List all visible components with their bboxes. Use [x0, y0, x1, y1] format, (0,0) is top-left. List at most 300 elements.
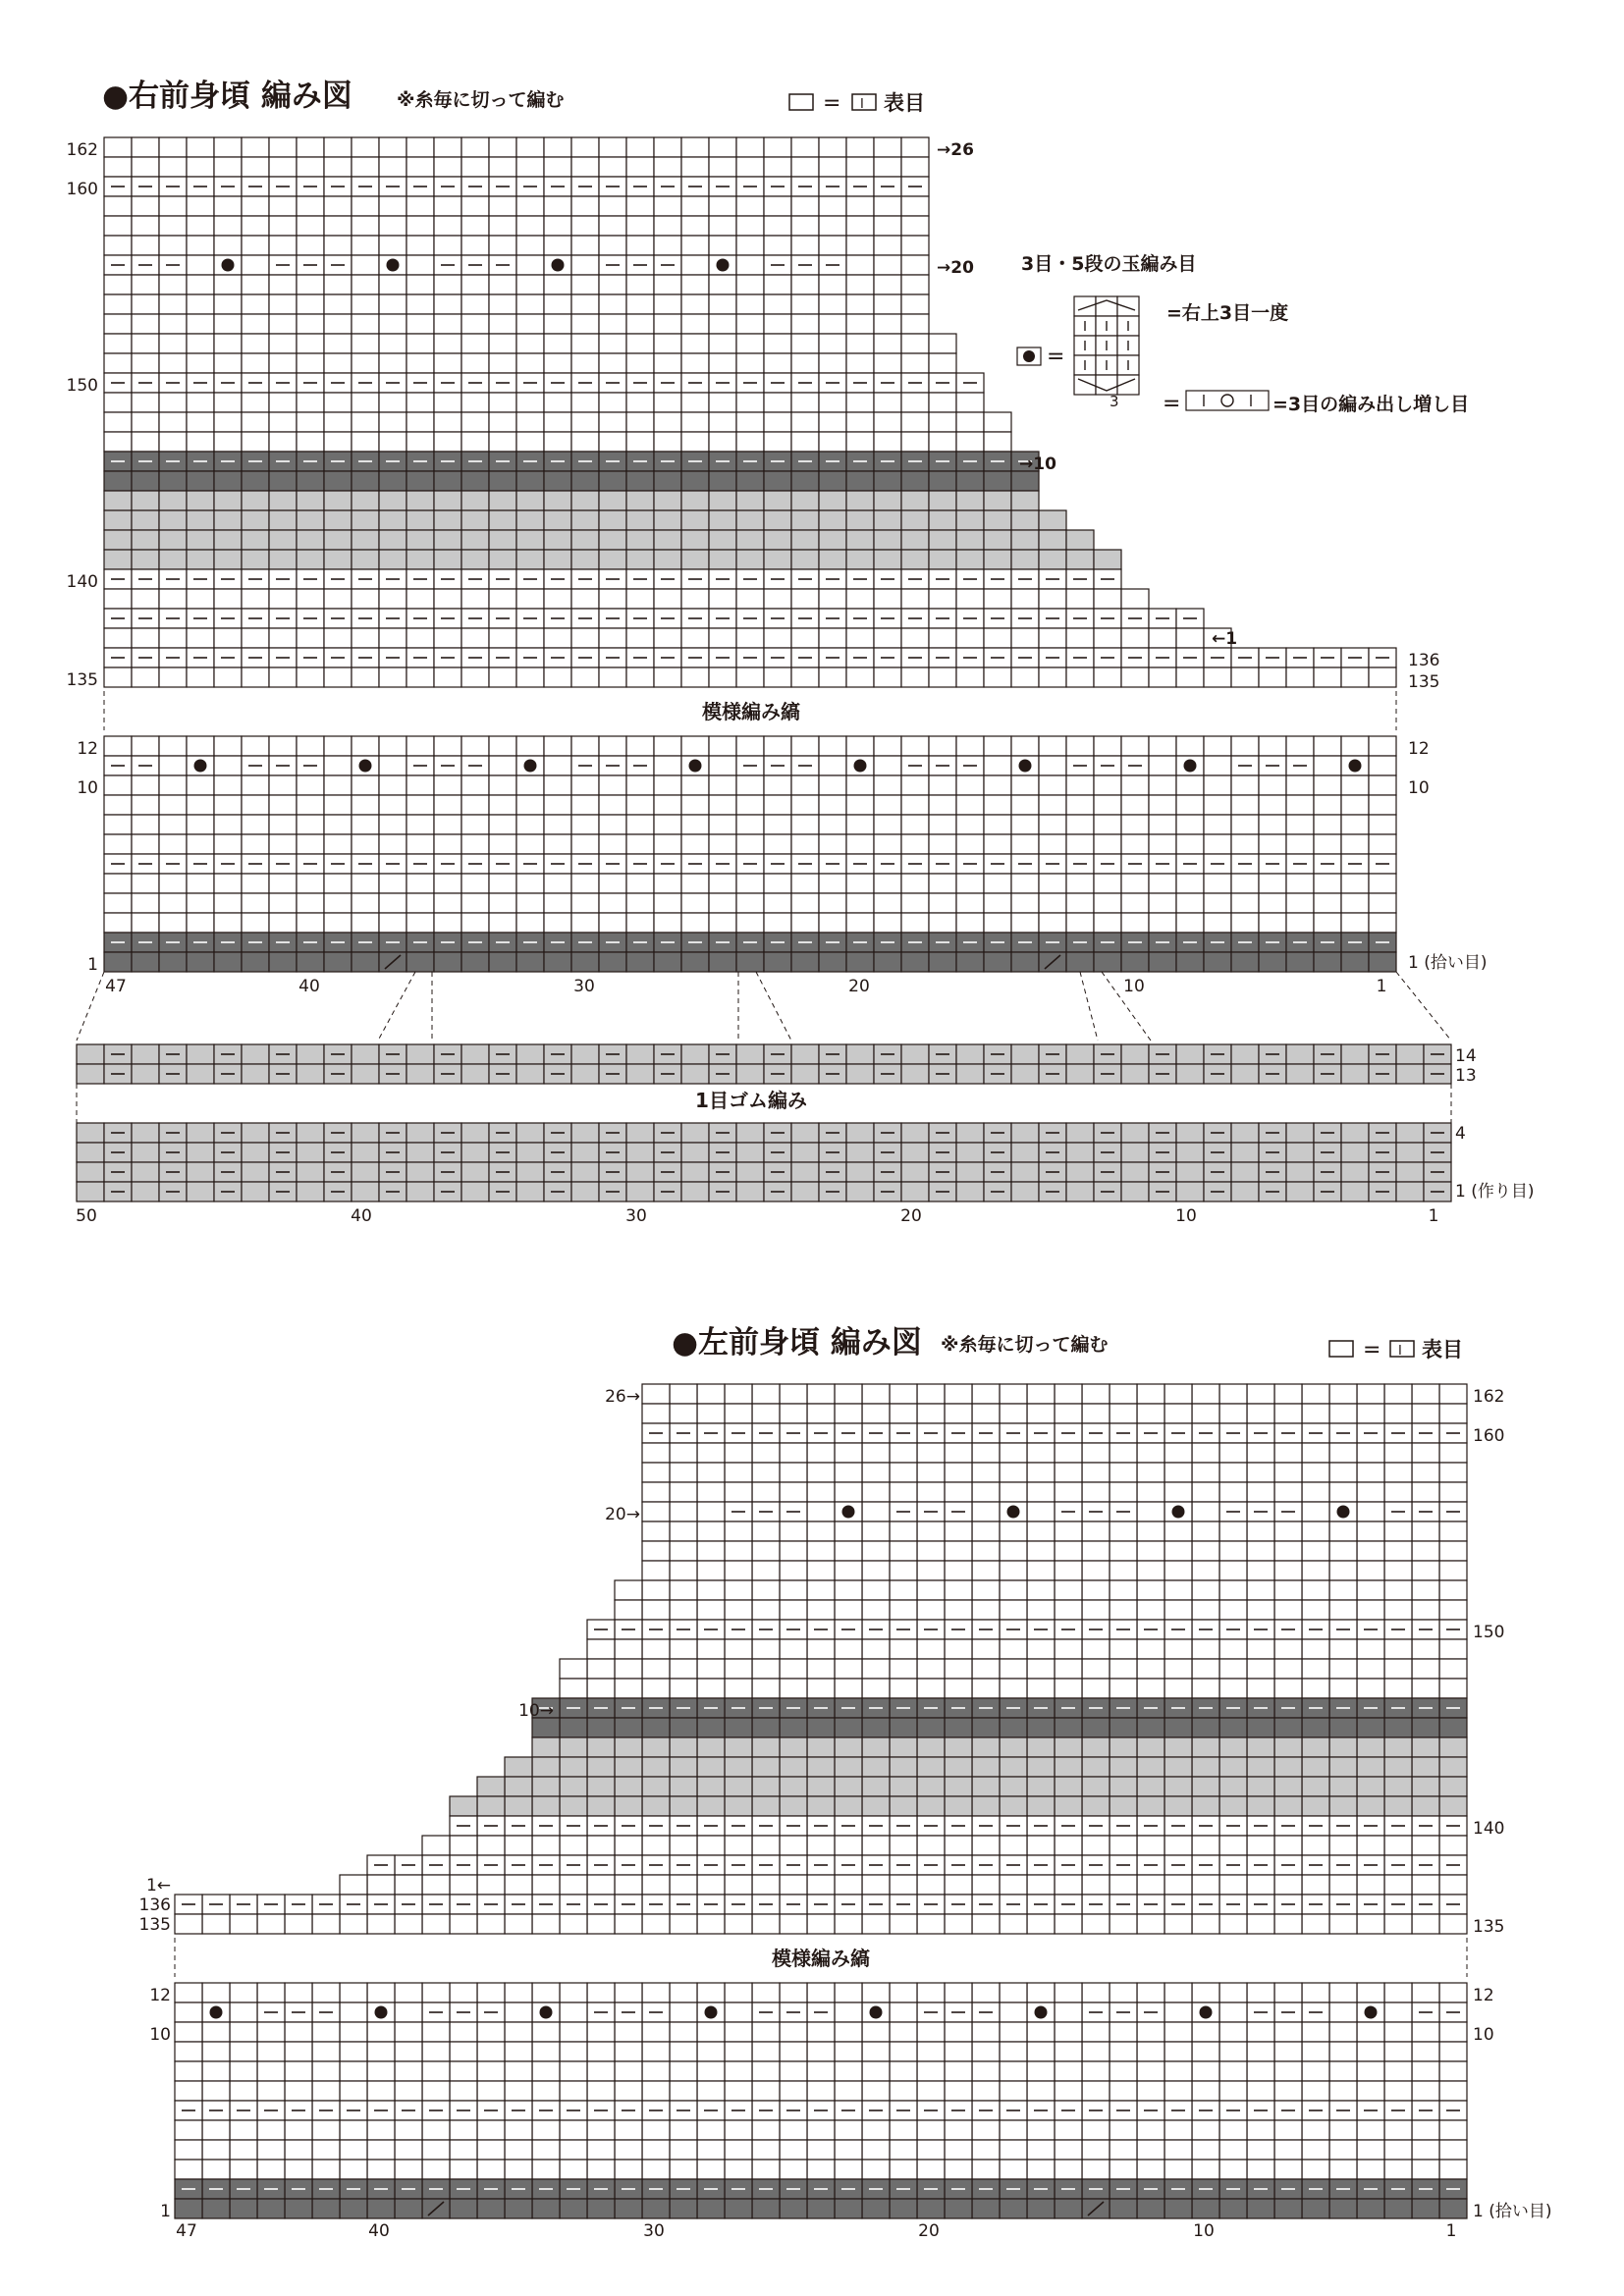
stitch-cell: [1110, 1384, 1137, 1404]
stitch-cell: [1137, 1600, 1164, 1620]
stitch-cell: [791, 1064, 819, 1084]
stitch-cell: [532, 2081, 560, 2101]
rf-row-135-right: 135: [1408, 672, 1440, 692]
stitch-cell: [874, 491, 901, 510]
stitch-cell: [1039, 913, 1066, 933]
stitch-cell: [709, 795, 736, 815]
stitch-cell: [670, 1482, 697, 1502]
stitch-cell: [532, 2061, 560, 2081]
stitch-cell: [1164, 1541, 1192, 1561]
stitch-cell: [379, 491, 406, 510]
stitch-cell: [1011, 834, 1039, 854]
stitch-cell: [1110, 1796, 1137, 1816]
stitch-cell: [367, 1914, 395, 1934]
stitch-cell: [1082, 1600, 1110, 1620]
stitch-cell: [340, 2022, 367, 2042]
stitch-cell: [352, 628, 379, 648]
stitch-cell: [1329, 2140, 1357, 2160]
stitch-cell: [1082, 1875, 1110, 1895]
stitch-cell: [104, 334, 132, 353]
stitch-cell: [175, 2042, 202, 2061]
stitch-cell: [1137, 2140, 1164, 2160]
stitch-cell: [1110, 1561, 1137, 1580]
stitch-cell: [862, 1639, 890, 1659]
stitch-cell: [1259, 834, 1286, 854]
stitch-cell: [780, 1914, 807, 1934]
stitch-cell: [312, 2042, 340, 2061]
stitch-cell: [1412, 2160, 1439, 2179]
stitch-cell: [890, 2199, 917, 2218]
stitch-cell: [681, 236, 709, 255]
stitch-cell: [406, 1123, 434, 1143]
stitch-cell: [187, 236, 214, 255]
stitch-cell: [1439, 1384, 1467, 1404]
stitch-cell: [807, 2022, 835, 2042]
stitch-cell: [1219, 1404, 1247, 1423]
stitch-cell: [1176, 795, 1204, 815]
stitch-cell: [1176, 1123, 1204, 1143]
stitch-cell: [1164, 1777, 1192, 1796]
stitch-cell: [626, 236, 654, 255]
stitch-cell: [406, 589, 434, 609]
stitch-cell: [406, 137, 434, 157]
stitch-cell: [1302, 1561, 1329, 1580]
stitch-cell: [489, 874, 516, 893]
stitch-cell: [230, 2081, 257, 2101]
stitch-cell: [1204, 952, 1231, 972]
stitch-cell: [1121, 1143, 1149, 1162]
stitch-cell: [626, 1123, 654, 1143]
stitch-cell: [1341, 736, 1369, 756]
stitch-cell: [544, 815, 571, 834]
stitch-cell: [132, 795, 159, 815]
stitch-cell: [1341, 667, 1369, 687]
stitch-cell: [1439, 1796, 1467, 1816]
stitch-cell: [532, 1757, 560, 1777]
stitch-cell: [626, 314, 654, 334]
stitch-cell: [862, 1737, 890, 1757]
stitch-cell: [1137, 2022, 1164, 2042]
stitch-cell: [242, 510, 269, 530]
stitch-cell: [819, 795, 846, 815]
stitch-cell: [890, 1522, 917, 1541]
stitch-cell: [1247, 1737, 1274, 1757]
stitch-cell: [230, 2061, 257, 2081]
stitch-cell: [697, 2199, 725, 2218]
stitch-cell: [187, 550, 214, 569]
stitch-cell: [807, 1659, 835, 1679]
stitch-cell: [1384, 1875, 1412, 1895]
stitch-cell: [1439, 2120, 1467, 2140]
stitch-cell: [516, 510, 544, 530]
stitch-cell: [187, 530, 214, 550]
pickup-guide: [77, 972, 104, 1041]
stitch-cell: [709, 952, 736, 972]
stitch-cell: [1219, 2042, 1247, 2061]
stitch-cell: [984, 589, 1011, 609]
stitch-cell: [890, 1914, 917, 1934]
stitch-cell: [736, 1064, 764, 1084]
stitch-cell: [1302, 1541, 1329, 1561]
stitch-cell: [516, 471, 544, 491]
stitch-cell: [1439, 1983, 1467, 2002]
stitch-cell: [1259, 874, 1286, 893]
rib-label: 1目ゴム編み: [695, 1089, 807, 1112]
stitch-cell: [791, 196, 819, 216]
stitch-cell: [571, 628, 599, 648]
stitch-cell: [352, 294, 379, 314]
stitch-cell: [780, 1561, 807, 1580]
stitch-cell: [571, 157, 599, 177]
stitch-cell: [159, 756, 187, 775]
stitch-cell: [1219, 1580, 1247, 1600]
stitch-cell: [159, 667, 187, 687]
stitch-cell: [297, 353, 324, 373]
stitch-cell: [1110, 1541, 1137, 1561]
stitch-cell: [340, 1875, 367, 1895]
stitch-cell: [1274, 1600, 1302, 1620]
stitch-cell: [764, 913, 791, 933]
stitch-cell: [1110, 1404, 1137, 1423]
stitch-cell: [807, 1580, 835, 1600]
stitch-cell: [1121, 795, 1149, 815]
stitch-cell: [214, 952, 242, 972]
stitch-cell: [1082, 1718, 1110, 1737]
stitch-cell: [269, 334, 297, 353]
stitch-cell: [835, 1659, 862, 1679]
stitch-cell: [807, 2199, 835, 2218]
stitch-cell: [681, 353, 709, 373]
stitch-cell: [461, 393, 489, 412]
stitch-cell: [544, 157, 571, 177]
stitch-cell: [1137, 1404, 1164, 1423]
stitch-cell: [297, 736, 324, 756]
stitch-cell: [1412, 2140, 1439, 2160]
stitch-cell: [1000, 1522, 1027, 1541]
stitch-cell: [972, 1502, 1000, 1522]
stitch-cell: [297, 294, 324, 314]
stitch-cell: [352, 893, 379, 913]
stitch-cell: [642, 1718, 670, 1737]
stitch-cell: [324, 834, 352, 854]
stitch-cell: [489, 196, 516, 216]
stitch-cell: [159, 236, 187, 255]
stitch-cell: [670, 1777, 697, 1796]
stitch-cell: [489, 756, 516, 775]
stitch-cell: [202, 2061, 230, 2081]
stitch-cell: [489, 236, 516, 255]
stitch-cell: [242, 736, 269, 756]
stitch-cell: [1396, 1044, 1424, 1064]
stitch-cell: [764, 815, 791, 834]
stitch-cell: [626, 432, 654, 452]
stitch-cell: [544, 736, 571, 756]
stitch-cell: [654, 137, 681, 157]
stitch-cell: [1066, 1044, 1094, 1064]
stitch-cell: [917, 2022, 945, 2042]
stitch-cell: [626, 736, 654, 756]
stitch-cell: [1274, 2140, 1302, 2160]
stitch-cell: [379, 893, 406, 913]
stitch-cell: [599, 510, 626, 530]
stitch-cell: [681, 795, 709, 815]
stitch-cell: [1357, 1983, 1384, 2002]
bobble-dot: [1035, 2006, 1048, 2019]
stitch-cell: [846, 775, 874, 795]
stitch-cell: [1274, 1777, 1302, 1796]
stitch-cell: [461, 137, 489, 157]
stitch-cell: [1412, 1384, 1439, 1404]
stitch-cell: [406, 510, 434, 530]
stitch-cell: [1439, 1482, 1467, 1502]
stitch-cell: [187, 589, 214, 609]
stitch-cell: [516, 815, 544, 834]
stitch-cell: [352, 815, 379, 834]
stitch-cell: [615, 2042, 642, 2061]
stitch-cell: [242, 628, 269, 648]
stitch-cell: [1055, 1580, 1082, 1600]
stitch-cell: [697, 1796, 725, 1816]
stitch-cell: [560, 2160, 587, 2179]
stitch-cell: [956, 491, 984, 510]
stitch-cell: [214, 834, 242, 854]
stitch-cell: [1164, 1718, 1192, 1737]
stitch-cell: [615, 1600, 642, 1620]
stitch-cell: [406, 1182, 434, 1201]
stitch-cell: [159, 432, 187, 452]
stitch-cell: [1329, 1482, 1357, 1502]
stitch-cell: [681, 1143, 709, 1162]
bobble-dot: [1172, 1506, 1185, 1519]
stitch-cell: [450, 2199, 477, 2218]
stitch-cell: [257, 2120, 285, 2140]
stitch-cell: [285, 2081, 312, 2101]
stitch-cell: [461, 471, 489, 491]
stitch-cell: [257, 1983, 285, 2002]
stitch-cell: [725, 1777, 752, 1796]
stitch-cell: [132, 412, 159, 432]
stitch-cell: [599, 952, 626, 972]
stitch-cell: [571, 795, 599, 815]
stitch-cell: [945, 2140, 972, 2160]
stitch-cell: [791, 510, 819, 530]
stitch-cell: [599, 353, 626, 373]
stitch-cell: [807, 2140, 835, 2160]
stitch-cell: [269, 471, 297, 491]
stitch-cell: [626, 137, 654, 157]
stitch-cell: [615, 1679, 642, 1698]
stitch-cell: [654, 795, 681, 815]
stitch-cell: [489, 314, 516, 334]
stitch-cell: [230, 2002, 257, 2022]
stitch-cell: [917, 1541, 945, 1561]
stitch-cell: [972, 1600, 1000, 1620]
stitch-cell: [599, 412, 626, 432]
stitch-cell: [681, 913, 709, 933]
stitch-cell: [269, 589, 297, 609]
stitch-cell: [269, 795, 297, 815]
stitch-cell: [1066, 530, 1094, 550]
stitch-cell: [736, 736, 764, 756]
stitch-cell: [1384, 1463, 1412, 1482]
stitch-cell: [901, 874, 929, 893]
stitch-cell: [1231, 1162, 1259, 1182]
stitch-cell: [132, 510, 159, 530]
stitch-cell: [1055, 1718, 1082, 1737]
stitch-cell: [709, 275, 736, 294]
stitch-cell: [1055, 1482, 1082, 1502]
stitch-cell: [1314, 874, 1341, 893]
stitch-cell: [1110, 1777, 1137, 1796]
stitch-cell: [615, 1836, 642, 1855]
stitch-cell: [297, 589, 324, 609]
stitch-cell: [736, 157, 764, 177]
rf-arrow-26: →26: [937, 140, 974, 160]
stitch-cell: [1314, 952, 1341, 972]
rf-row-136: 136: [1408, 651, 1440, 670]
stitch-cell: [846, 795, 874, 815]
stitch-cell: [516, 216, 544, 236]
stitch-cell: [1027, 1443, 1055, 1463]
stitch-cell: [725, 2120, 752, 2140]
stitch-cell: [626, 667, 654, 687]
stitch-cell: [736, 137, 764, 157]
stitch-cell: [670, 1983, 697, 2002]
stitch-cell: [1149, 736, 1176, 756]
stitch-cell: [159, 628, 187, 648]
stitch-cell: [104, 236, 132, 255]
stitch-cell: [846, 952, 874, 972]
stitch-cell: [956, 510, 984, 530]
stitch-cell: [379, 353, 406, 373]
stitch-cell: [1110, 1522, 1137, 1541]
stitch-cell: [571, 530, 599, 550]
stitch-cell: [670, 2160, 697, 2179]
stitch-cell: [1039, 589, 1066, 609]
stitch-cell: [736, 255, 764, 275]
stitch-cell: [1314, 834, 1341, 854]
stitch-cell: [835, 1404, 862, 1423]
stitch-cell: [1121, 628, 1149, 648]
stitch-cell: [835, 1541, 862, 1561]
stitch-cell: [104, 294, 132, 314]
stitch-cell: [77, 1143, 104, 1162]
stitch-cell: [1329, 1875, 1357, 1895]
stitch-cell: [175, 2140, 202, 2160]
stitch-cell: [379, 216, 406, 236]
stitch-cell: [422, 1914, 450, 1934]
stitch-cell: [1412, 1522, 1439, 1541]
stitch-cell: [736, 1182, 764, 1201]
stitch-cell: [1274, 1404, 1302, 1423]
stitch-cell: [1247, 1600, 1274, 1620]
stitch-cell: [984, 952, 1011, 972]
stitch-cell: [1082, 1639, 1110, 1659]
stitch-cell: [422, 1983, 450, 2002]
stitch-cell: [599, 815, 626, 834]
stitch-cell: [725, 1737, 752, 1757]
stitch-cell: [461, 236, 489, 255]
stitch-cell: [736, 550, 764, 569]
stitch-cell: [1302, 2140, 1329, 2160]
stitch-cell: [1219, 1679, 1247, 1698]
stitch-cell: [395, 2160, 422, 2179]
stitch-cell: [544, 334, 571, 353]
stitch-cell: [367, 2022, 395, 2042]
stitch-cell: [1274, 1737, 1302, 1757]
stitch-cell: [1204, 913, 1231, 933]
stitch-cell: [352, 353, 379, 373]
stitch-cell: [187, 893, 214, 913]
stitch-cell: [434, 589, 461, 609]
stitch-cell: [736, 913, 764, 933]
stitch-cell: [544, 795, 571, 815]
stitch-cell: [819, 491, 846, 510]
stitch-cell: [1149, 952, 1176, 972]
stitch-cell: [780, 1580, 807, 1600]
stitch-cell: [312, 2081, 340, 2101]
stitch-cell: [697, 2160, 725, 2179]
stitch-cell: [434, 432, 461, 452]
legend-empty-box: [789, 94, 813, 110]
stitch-cell: [1066, 736, 1094, 756]
stitch-cell: [929, 432, 956, 452]
stitch-cell: [1231, 874, 1259, 893]
rib-row-13: 13: [1455, 1066, 1477, 1086]
stitch-cell: [780, 1522, 807, 1541]
stitch-cell: [929, 815, 956, 834]
stitch-cell: [1082, 2042, 1110, 2061]
stitch-cell: [269, 874, 297, 893]
stitch-cell: [461, 491, 489, 510]
stitch-cell: [132, 1123, 159, 1143]
stitch-cell: [104, 393, 132, 412]
lf-col-47: 47: [176, 2221, 197, 2241]
stitch-cell: [1027, 1836, 1055, 1855]
stitch-cell: [709, 196, 736, 216]
stitch-cell: [560, 1983, 587, 2002]
lf-row-162: 162: [1473, 1387, 1505, 1407]
stitch-cell: [1412, 1836, 1439, 1855]
stitch-cell: [725, 1482, 752, 1502]
stitch-cell: [1219, 1659, 1247, 1679]
stitch-cell: [242, 874, 269, 893]
stitch-cell: [230, 2160, 257, 2179]
stitch-cell: [654, 275, 681, 294]
stitch-cell: [1412, 1875, 1439, 1895]
stitch-cell: [654, 913, 681, 933]
stitch-cell: [352, 236, 379, 255]
stitch-cell: [159, 795, 187, 815]
stitch-cell: [1000, 1914, 1027, 1934]
stitch-cell: [1149, 913, 1176, 933]
lf-row-135-left: 135: [138, 1915, 171, 1935]
stitch-cell: [1247, 1522, 1274, 1541]
stitch-cell: [1164, 2199, 1192, 2218]
stitch-cell: [434, 157, 461, 177]
stitch-cell: [901, 432, 929, 452]
stitch-cell: [890, 1679, 917, 1698]
stitch-cell: [681, 589, 709, 609]
stitch-cell: [929, 795, 956, 815]
stitch-cell: [736, 353, 764, 373]
stitch-cell: [1000, 1463, 1027, 1482]
stitch-cell: [929, 491, 956, 510]
stitch-cell: [187, 412, 214, 432]
stitch-cell: [599, 874, 626, 893]
stitch-cell: [1164, 1580, 1192, 1600]
stitch-cell: [489, 157, 516, 177]
